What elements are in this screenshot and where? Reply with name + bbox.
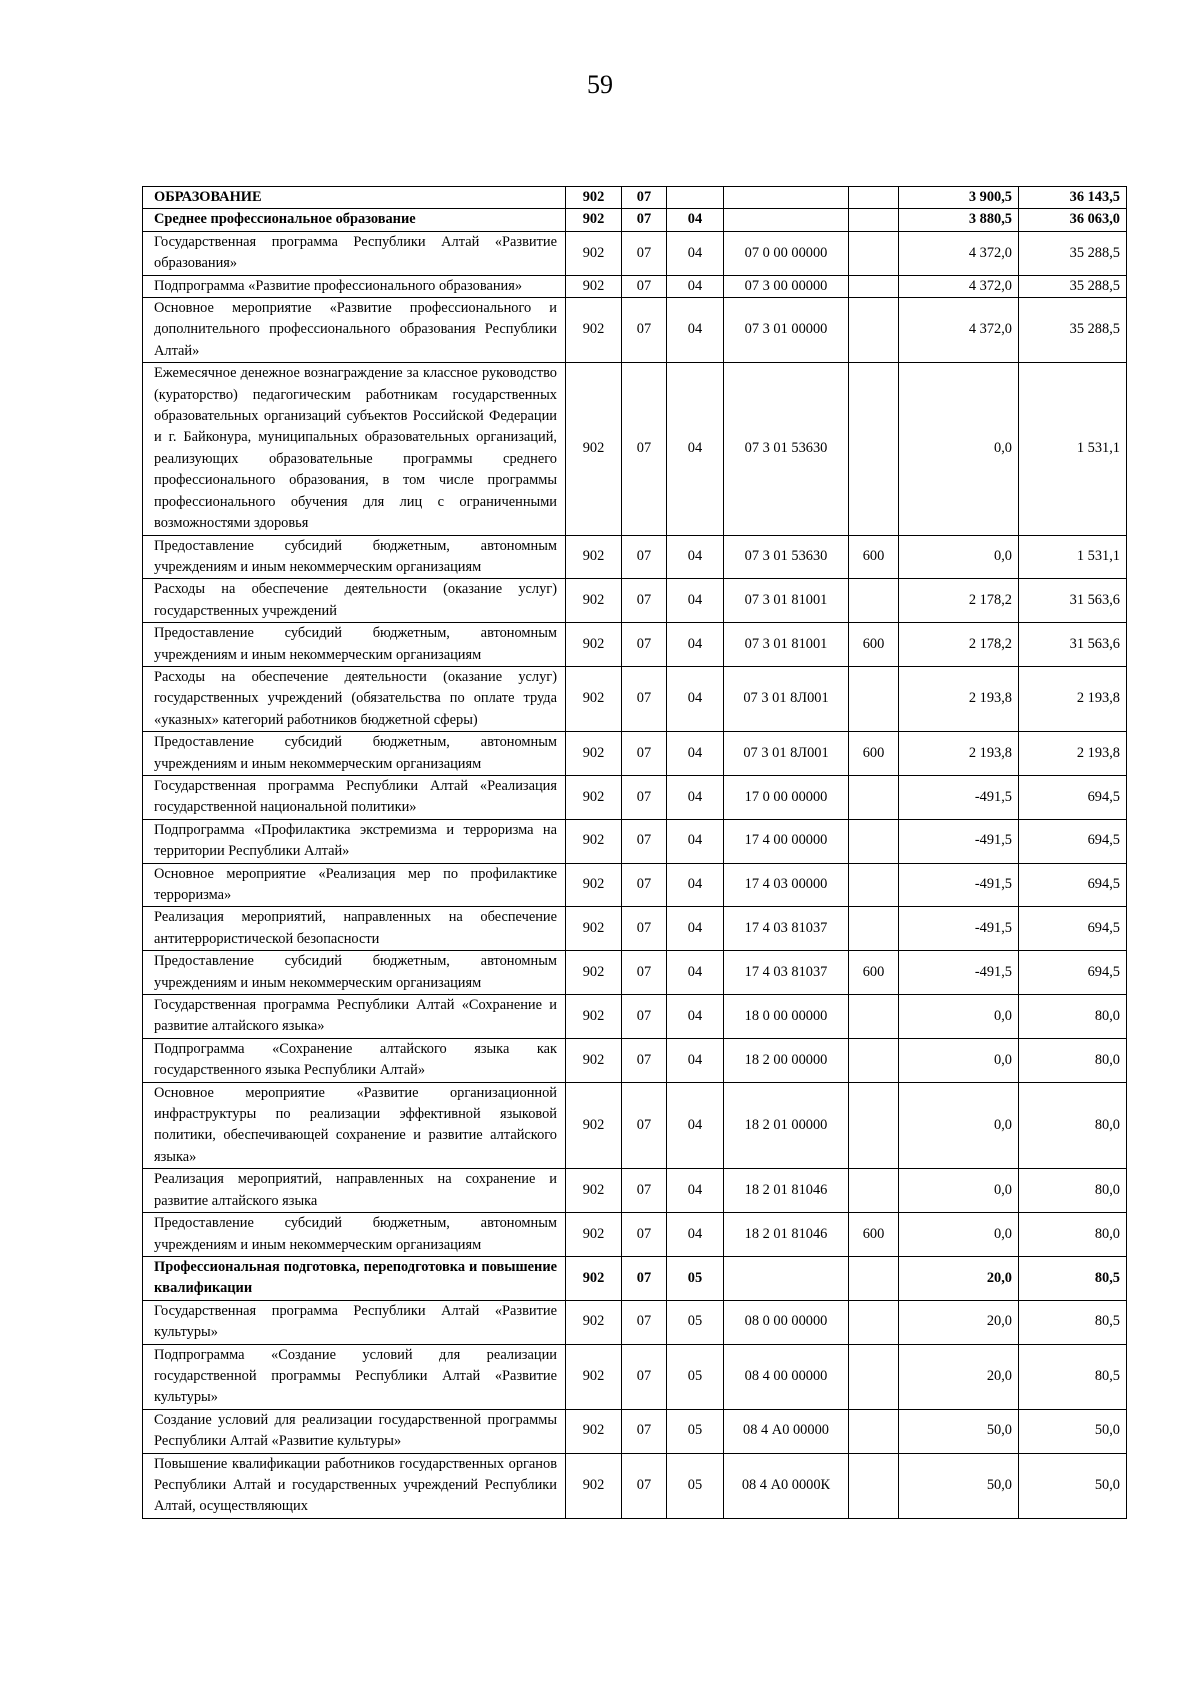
table-row	[143, 951, 1127, 995]
ministry-code-cell: 902	[566, 732, 622, 776]
row-name-cell: Предоставление субсидий бюджетным, автономным учреждениям и иным некоммерческим организациям	[143, 535, 566, 579]
amount-change-cell: -491,5	[899, 863, 1019, 907]
expense-type-cell	[849, 1038, 899, 1082]
expense-type-cell	[849, 209, 899, 231]
expense-type-cell	[849, 1169, 899, 1213]
expense-type-cell	[849, 187, 899, 209]
section-code-cell: 07	[622, 1344, 667, 1409]
expense-type-cell	[849, 363, 899, 535]
subsection-code-cell: 04	[667, 1038, 724, 1082]
row-name-cell: Основное мероприятие «Развитие организационной инфраструктуры по реализации эффективной языковой политики, обеспечивающей сохранение и развитие алтайского языка»	[143, 1082, 566, 1169]
amount-change-cell: 0,0	[899, 995, 1019, 1039]
ministry-code-cell: 902	[566, 231, 622, 275]
expense-type-cell	[849, 1256, 899, 1300]
ministry-code-cell: 902	[566, 187, 622, 209]
amount-change-cell: 20,0	[899, 1300, 1019, 1344]
ministry-code-cell: 902	[566, 1300, 622, 1344]
amount-change-cell: 4 372,0	[899, 231, 1019, 275]
amount-change-cell: 2 178,2	[899, 623, 1019, 667]
ministry-code-cell: 902	[566, 666, 622, 731]
section-code-cell: 07	[622, 819, 667, 863]
ministry-code-cell: 902	[566, 298, 622, 363]
table-row	[143, 907, 1127, 951]
table-row	[143, 275, 1127, 297]
expense-type-cell: 600	[849, 732, 899, 776]
section-code-cell: 07	[622, 1038, 667, 1082]
ministry-code-cell: 902	[566, 907, 622, 951]
subsection-code-cell: 04	[667, 209, 724, 231]
row-name-cell: Подпрограмма «Сохранение алтайского языка как государственного языка Республики Алтай»	[143, 1038, 566, 1082]
expense-type-cell: 600	[849, 1213, 899, 1257]
expense-type-cell	[849, 1453, 899, 1518]
section-code-cell: 07	[622, 1409, 667, 1453]
amount-change-cell: 0,0	[899, 1213, 1019, 1257]
amount-change-cell: 4 372,0	[899, 275, 1019, 297]
table-row	[143, 666, 1127, 731]
amount-change-cell: 0,0	[899, 535, 1019, 579]
section-code-cell: 07	[622, 1213, 667, 1257]
section-code-cell: 07	[622, 535, 667, 579]
amount-change-cell: 4 372,0	[899, 298, 1019, 363]
target-article-cell	[724, 187, 849, 209]
table-row	[143, 732, 1127, 776]
target-article-cell: 08 4 00 00000	[724, 1344, 849, 1409]
subsection-code-cell: 04	[667, 907, 724, 951]
subsection-code-cell: 04	[667, 535, 724, 579]
amount-change-cell: 20,0	[899, 1344, 1019, 1409]
amount-change-cell: 2 178,2	[899, 579, 1019, 623]
expense-type-cell: 600	[849, 535, 899, 579]
subsection-code-cell: 05	[667, 1344, 724, 1409]
section-code-cell: 07	[622, 863, 667, 907]
section-code-cell: 07	[622, 623, 667, 667]
amount-change-cell: 0,0	[899, 1038, 1019, 1082]
subsection-code-cell: 04	[667, 1213, 724, 1257]
subsection-code-cell: 04	[667, 1082, 724, 1169]
table-body	[143, 187, 1127, 1519]
ministry-code-cell: 902	[566, 209, 622, 231]
expense-type-cell	[849, 863, 899, 907]
target-article-cell: 18 2 01 81046	[724, 1169, 849, 1213]
amount-total-cell: 35 288,5	[1019, 231, 1127, 275]
subsection-code-cell: 04	[667, 863, 724, 907]
ministry-code-cell: 902	[566, 1038, 622, 1082]
row-name-cell: ОБРАЗОВАНИЕ	[143, 187, 566, 209]
target-article-cell: 07 3 01 53630	[724, 535, 849, 579]
amount-total-cell: 694,5	[1019, 775, 1127, 819]
amount-change-cell: -491,5	[899, 907, 1019, 951]
row-name-cell: Создание условий для реализации государственной программы Республики Алтай «Развитие культуры»	[143, 1409, 566, 1453]
table-row	[143, 819, 1127, 863]
row-name-cell: Подпрограмма «Профилактика экстремизма и терроризма на территории Республики Алтай»	[143, 819, 566, 863]
table-row	[143, 1169, 1127, 1213]
target-article-cell: 07 3 01 81001	[724, 623, 849, 667]
amount-total-cell: 694,5	[1019, 907, 1127, 951]
row-name-cell: Основное мероприятие «Реализация мер по профилактике терроризма»	[143, 863, 566, 907]
target-article-cell: 18 2 00 00000	[724, 1038, 849, 1082]
amount-total-cell: 80,0	[1019, 1082, 1127, 1169]
ministry-code-cell: 902	[566, 1409, 622, 1453]
row-name-cell: Ежемесячное денежное вознаграждение за классное руководство (кураторство) педагогическим работникам государственных образовательных организаций субъектов Российской Федерации и г. Байконура, муниципальных образовательных организаций, реализующих образовательные программы среднего профессионального образования, в том числе программы профессионального обучения для лиц с ограниченными возможностями здоровья	[143, 363, 566, 535]
target-article-cell	[724, 209, 849, 231]
amount-total-cell: 36 143,5	[1019, 187, 1127, 209]
amount-change-cell: -491,5	[899, 775, 1019, 819]
table-row	[143, 1082, 1127, 1169]
section-code-cell: 07	[622, 1169, 667, 1213]
expense-type-cell	[849, 1300, 899, 1344]
amount-change-cell: 0,0	[899, 1169, 1019, 1213]
target-article-cell: 07 3 00 00000	[724, 275, 849, 297]
amount-change-cell: 20,0	[899, 1256, 1019, 1300]
amount-total-cell: 31 563,6	[1019, 579, 1127, 623]
target-article-cell: 17 4 03 81037	[724, 951, 849, 995]
table-row	[143, 187, 1127, 209]
row-name-cell: Государственная программа Республики Алтай «Развитие образования»	[143, 231, 566, 275]
table-row	[143, 209, 1127, 231]
section-code-cell: 07	[622, 951, 667, 995]
table-row	[143, 995, 1127, 1039]
row-name-cell: Подпрограмма «Развитие профессионального образования»	[143, 275, 566, 297]
target-article-cell: 17 4 00 00000	[724, 819, 849, 863]
row-name-cell: Расходы на обеспечение деятельности (оказание услуг) государственных учреждений	[143, 579, 566, 623]
amount-total-cell: 80,0	[1019, 995, 1127, 1039]
row-name-cell	[143, 1453, 566, 1518]
subsection-code-cell: 04	[667, 951, 724, 995]
table-row	[143, 1300, 1127, 1344]
target-article-cell: 07 3 01 81001	[724, 579, 849, 623]
amount-total-cell: 50,0	[1019, 1409, 1127, 1453]
amount-change-cell: 0,0	[899, 1082, 1019, 1169]
target-article-cell: 07 3 01 53630	[724, 363, 849, 535]
row-name-cell: Реализация мероприятий, направленных на обеспечение антитеррористической безопасности	[143, 907, 566, 951]
table-row	[143, 1409, 1127, 1453]
amount-total-cell: 80,5	[1019, 1344, 1127, 1409]
row-name-cell: Предоставление субсидий бюджетным, автономным учреждениям и иным некоммерческим организациям	[143, 623, 566, 667]
table-row	[143, 298, 1127, 363]
amount-total-cell: 35 288,5	[1019, 275, 1127, 297]
expense-type-cell	[849, 298, 899, 363]
expense-type-cell	[849, 579, 899, 623]
amount-total-cell: 80,0	[1019, 1213, 1127, 1257]
table-row	[143, 1453, 1127, 1518]
ministry-code-cell: 902	[566, 995, 622, 1039]
subsection-code-cell: 05	[667, 1256, 724, 1300]
target-article-cell: 07 3 01 8Л001	[724, 732, 849, 776]
expense-type-cell	[849, 775, 899, 819]
target-article-cell: 07 0 00 00000	[724, 231, 849, 275]
section-code-cell: 07	[622, 209, 667, 231]
section-code-cell: 07	[622, 298, 667, 363]
target-article-cell: 18 2 01 81046	[724, 1213, 849, 1257]
amount-total-cell: 694,5	[1019, 863, 1127, 907]
subsection-code-cell: 04	[667, 1169, 724, 1213]
ministry-code-cell: 902	[566, 1213, 622, 1257]
table-row	[143, 1256, 1127, 1300]
ministry-code-cell: 902	[566, 1169, 622, 1213]
expense-type-cell	[849, 1082, 899, 1169]
section-code-cell: 07	[622, 1082, 667, 1169]
target-article-cell: 17 4 03 81037	[724, 907, 849, 951]
section-code-cell: 07	[622, 1300, 667, 1344]
budget-table	[142, 186, 1127, 1519]
ministry-code-cell: 902	[566, 1453, 622, 1518]
ministry-code-cell: 902	[566, 819, 622, 863]
amount-total-cell: 1 531,1	[1019, 363, 1127, 535]
subsection-code-cell: 04	[667, 231, 724, 275]
table-row	[143, 863, 1127, 907]
table-row	[143, 623, 1127, 667]
subsection-code-cell: 05	[667, 1409, 724, 1453]
expense-type-cell	[849, 1409, 899, 1453]
section-code-cell: 07	[622, 732, 667, 776]
table-row	[143, 363, 1127, 535]
target-article-cell: 08 4 А0 0000К	[724, 1453, 849, 1518]
ministry-code-cell: 902	[566, 623, 622, 667]
section-code-cell: 07	[622, 1256, 667, 1300]
expense-type-cell	[849, 819, 899, 863]
amount-total-cell: 2 193,8	[1019, 666, 1127, 731]
target-article-cell: 18 2 01 00000	[724, 1082, 849, 1169]
ministry-code-cell: 902	[566, 1082, 622, 1169]
subsection-code-cell: 04	[667, 666, 724, 731]
target-article-cell: 08 4 А0 00000	[724, 1409, 849, 1453]
ministry-code-cell: 902	[566, 535, 622, 579]
subsection-code-cell: 04	[667, 275, 724, 297]
subsection-code-cell: 04	[667, 819, 724, 863]
subsection-code-cell: 04	[667, 775, 724, 819]
target-article-cell	[724, 1256, 849, 1300]
amount-change-cell: 3 880,5	[899, 209, 1019, 231]
table-row	[143, 1038, 1127, 1082]
ministry-code-cell: 902	[566, 363, 622, 535]
row-name-cell: Основное мероприятие «Развитие профессионального и дополнительного профессионального образования Республики Алтай»	[143, 298, 566, 363]
row-name-cell: Предоставление субсидий бюджетным, автономным учреждениям и иным некоммерческим организациям	[143, 951, 566, 995]
section-code-cell: 07	[622, 1453, 667, 1518]
amount-total-cell: 694,5	[1019, 951, 1127, 995]
section-code-cell: 07	[622, 231, 667, 275]
ministry-code-cell: 902	[566, 863, 622, 907]
section-code-cell: 07	[622, 275, 667, 297]
amount-change-cell: -491,5	[899, 819, 1019, 863]
ministry-code-cell: 902	[566, 1256, 622, 1300]
expense-type-cell	[849, 275, 899, 297]
amount-total-cell: 36 063,0	[1019, 209, 1127, 231]
section-code-cell: 07	[622, 666, 667, 731]
row-name-cell: Среднее профессиональное образование	[143, 209, 566, 231]
amount-change-cell: 3 900,5	[899, 187, 1019, 209]
ministry-code-cell: 902	[566, 951, 622, 995]
expense-type-cell	[849, 995, 899, 1039]
row-name-cell: Реализация мероприятий, направленных на сохранение и развитие алтайского языка	[143, 1169, 566, 1213]
expense-type-cell	[849, 907, 899, 951]
row-name-cell: Предоставление субсидий бюджетным, автономным учреждениям и иным некоммерческим организациям	[143, 732, 566, 776]
amount-total-cell: 2 193,8	[1019, 732, 1127, 776]
target-article-cell: 07 3 01 00000	[724, 298, 849, 363]
table-row	[143, 231, 1127, 275]
amount-total-cell: 80,0	[1019, 1038, 1127, 1082]
section-code-cell: 07	[622, 187, 667, 209]
row-name-cell: Государственная программа Республики Алтай «Сохранение и развитие алтайского языка»	[143, 995, 566, 1039]
subsection-code-cell: 04	[667, 623, 724, 667]
amount-change-cell: 2 193,8	[899, 732, 1019, 776]
amount-total-cell: 80,5	[1019, 1256, 1127, 1300]
subsection-code-cell: 04	[667, 363, 724, 535]
section-code-cell: 07	[622, 995, 667, 1039]
row-name-cell: Государственная программа Республики Алтай «Развитие культуры»	[143, 1300, 566, 1344]
section-code-cell: 07	[622, 907, 667, 951]
table-row	[143, 1213, 1127, 1257]
target-article-cell: 17 4 03 00000	[724, 863, 849, 907]
amount-change-cell: -491,5	[899, 951, 1019, 995]
section-code-cell: 07	[622, 363, 667, 535]
subsection-code-cell: 04	[667, 995, 724, 1039]
table-row	[143, 535, 1127, 579]
subsection-code-cell	[667, 187, 724, 209]
amount-change-cell: 2 193,8	[899, 666, 1019, 731]
expense-type-cell: 600	[849, 951, 899, 995]
row-name-text: Повышение квалификации работников государственных органов Республики Алтай и государственных учреждений Республики Алтай, осуществляющих	[154, 1455, 557, 1515]
section-code-cell: 07	[622, 579, 667, 623]
row-name-cell: Предоставление субсидий бюджетным, автономным учреждениям и иным некоммерческим организациям	[143, 1213, 566, 1257]
target-article-cell: 18 0 00 00000	[724, 995, 849, 1039]
amount-change-cell: 50,0	[899, 1453, 1019, 1518]
expense-type-cell	[849, 1344, 899, 1409]
row-name-cell: Профессиональная подготовка, переподготовка и повышение квалификации	[143, 1256, 566, 1300]
table-row	[143, 1344, 1127, 1409]
row-name-cell: Расходы на обеспечение деятельности (оказание услуг) государственных учреждений (обязательства по оплате труда «указных» категорий работников бюджетной сферы)	[143, 666, 566, 731]
row-name-cell: Государственная программа Республики Алтай «Реализация государственной национальной политики»	[143, 775, 566, 819]
section-code-cell: 07	[622, 775, 667, 819]
subsection-code-cell: 04	[667, 579, 724, 623]
subsection-code-cell: 05	[667, 1300, 724, 1344]
amount-total-cell: 80,5	[1019, 1300, 1127, 1344]
amount-change-cell: 50,0	[899, 1409, 1019, 1453]
expense-type-cell	[849, 231, 899, 275]
page-number: 59	[587, 70, 613, 99]
expense-type-cell: 600	[849, 623, 899, 667]
amount-total-cell: 35 288,5	[1019, 298, 1127, 363]
target-article-cell: 07 3 01 8Л001	[724, 666, 849, 731]
amount-total-cell: 31 563,6	[1019, 623, 1127, 667]
ministry-code-cell: 902	[566, 1344, 622, 1409]
amount-total-cell: 694,5	[1019, 819, 1127, 863]
table-row	[143, 579, 1127, 623]
subsection-code-cell: 05	[667, 1453, 724, 1518]
subsection-code-cell: 04	[667, 298, 724, 363]
amount-total-cell: 1 531,1	[1019, 535, 1127, 579]
ministry-code-cell: 902	[566, 275, 622, 297]
amount-total-cell: 50,0	[1019, 1453, 1127, 1518]
target-article-cell: 17 0 00 00000	[724, 775, 849, 819]
ministry-code-cell: 902	[566, 579, 622, 623]
amount-total-cell: 80,0	[1019, 1169, 1127, 1213]
amount-change-cell: 0,0	[899, 363, 1019, 535]
subsection-code-cell: 04	[667, 732, 724, 776]
ministry-code-cell: 902	[566, 775, 622, 819]
table-row	[143, 775, 1127, 819]
row-name-cell: Подпрограмма «Создание условий для реализации государственной программы Республики Алтай «Развитие культуры»	[143, 1344, 566, 1409]
target-article-cell: 08 0 00 00000	[724, 1300, 849, 1344]
expense-type-cell	[849, 666, 899, 731]
